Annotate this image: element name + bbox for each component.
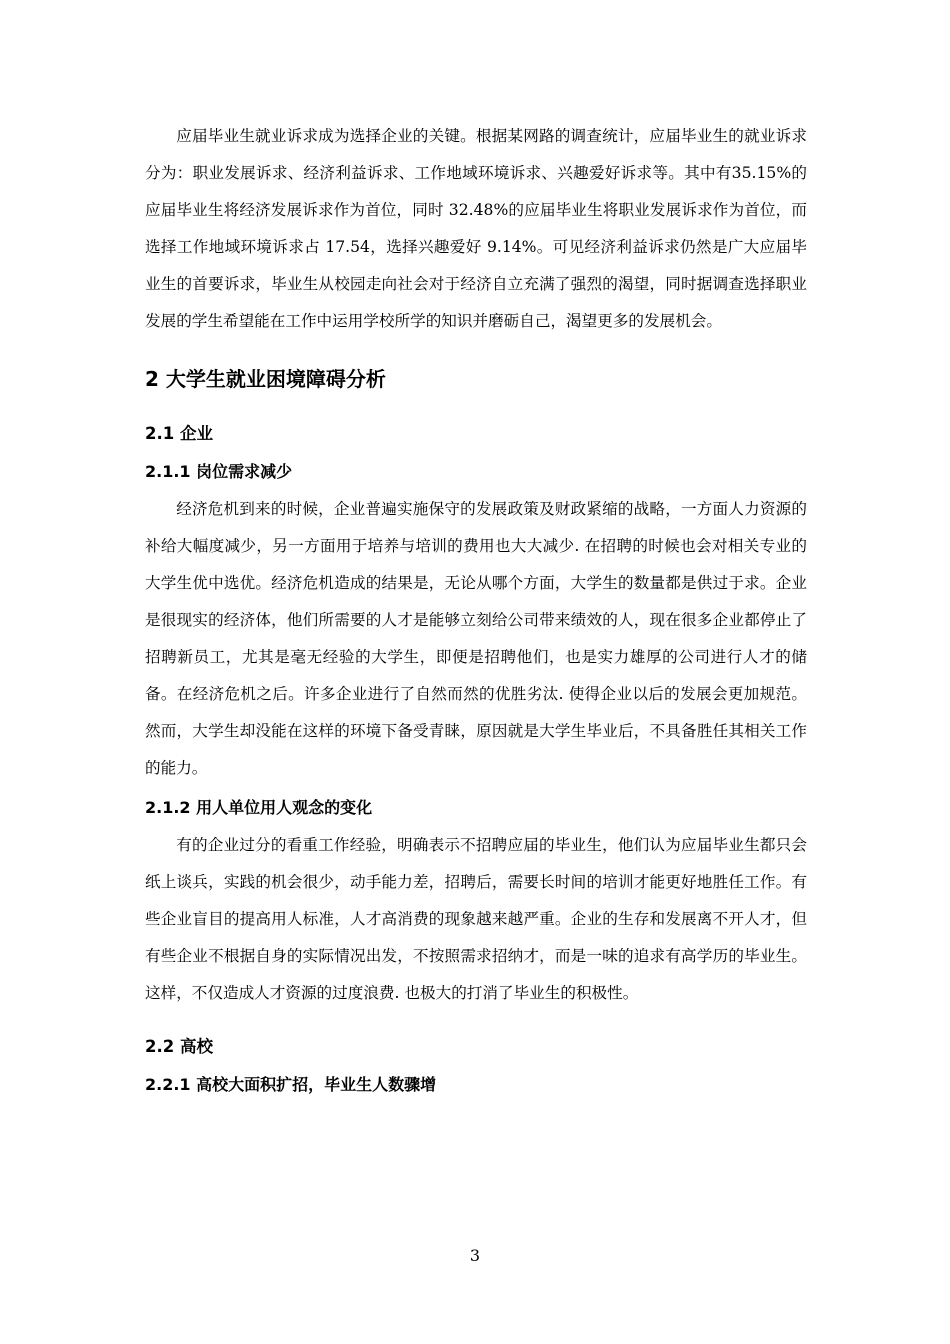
paragraph-job-demand-decrease: 经济危机到来的时候，企业普遍实施保守的发展政策及财政紧缩的战略，一方面人力资源的补给大幅度减少，另一方面用于培养与培训的费用也大大减少. 在招聘的时候也会对相关专业的大学生优中选优。经济危机造成的结果是，无论从哪个方面，大学生的数量都是供过于求。企业是很现实的经济体，他们所需要的人才是能够立刻给公司带来绩效的人，现在很多企业都停止了招聘新员工，尤其是毫无经验的大学生，即便是招聘他们，也是实力雄厚的公司进行人才的储备。在经济危机之后。许多企业进行了自然而然的优胜劣汰. 使得企业以后的发展会更加规范。然而，大学生却没能在这样的环境下备受青睐，原因就是大学生毕业后，不具备胜任其相关工作的能力。	[145, 500, 807, 777]
heading-section-2-2-1: 2.2.1 高校大面积扩招，毕业生人数骤增	[145, 1075, 437, 1094]
heading-section-2-1-1: 2.1.1 岗位需求减少	[145, 462, 293, 481]
heading-section-2-1-2: 2.1.2 用人单位用人观念的变化	[145, 798, 373, 817]
heading-section-2: 2 大学生就业困境障碍分析	[145, 367, 386, 391]
heading-section-2-2: 2.2 高校	[145, 1037, 213, 1056]
document-body	[145, 118, 807, 1104]
paragraph-employer-concept-change: 有的企业过分的看重工作经验，明确表示不招聘应届的毕业生，他们认为应届毕业生都只会纸上谈兵，实践的机会很少，动手能力差，招聘后，需要长时间的培训才能更好地胜任工作。有些企业盲目的提高用人标准，人才高消费的现象越来越严重。企业的生存和发展离不开人才，但有些企业不根据自身的实际情况出发，不按照需求招纳才，而是一味的追求有高学历的毕业生。这样，不仅造成人才资源的过度浪费. 也极大的打消了毕业生的积极性。	[145, 836, 807, 1002]
paragraph-employment-demands: 应届毕业生就业诉求成为选择企业的关键。根据某网路的调查统计，应届毕业生的就业诉求分为：职业发展诉求、经济利益诉求、工作地域环境诉求、兴趣爱好诉求等。其中有35.15%的应届毕业生将经济发展诉求作为首位，同时 32.48%的应届毕业生将职业发展诉求作为首位，而选择工作地域环境诉求占 17.54，选择兴趣爱好 9.14%。可见经济利益诉求仍然是广大应届毕业生的首要诉求，毕业生从校园走向社会对于经济自立充满了强烈的渴望，同时据调查选择职业发展的学生希望能在工作中运用学校所学的知识并磨砺自己，渴望更多的发展机会。	[145, 127, 807, 330]
heading-section-2-1: 2.1 企业	[145, 424, 213, 443]
page-number: 3	[469, 1246, 481, 1265]
